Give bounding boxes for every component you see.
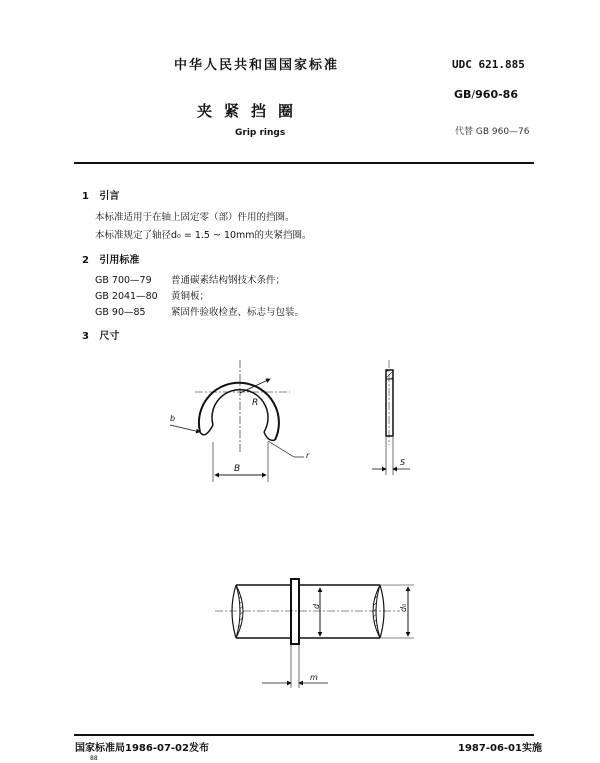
reference-code: GB 700—79 [95, 275, 152, 286]
page-title: 夹紧挡圈 [197, 102, 306, 120]
label-b: b [170, 414, 176, 423]
reference-code: GB 90—85 [95, 307, 146, 318]
label-S: S [400, 458, 406, 467]
udc-code: UDC 621.885 [452, 58, 525, 71]
label-B: B [234, 464, 241, 474]
section-3-title: 尺寸 [99, 331, 120, 342]
section-2-title: 引用标准 [99, 255, 140, 266]
gb-code-number: 960-86 [475, 88, 518, 101]
reference-text: 黄铜板； [171, 291, 210, 302]
title-english: Grip rings [235, 128, 286, 138]
gb-code-prefix: GB [454, 88, 472, 101]
section-1-number: 1 [82, 191, 89, 202]
reference-code: GB 2041—80 [95, 291, 158, 302]
label-d0: d₀ [399, 603, 408, 612]
section-2-number: 2 [82, 255, 89, 266]
label-R: R [252, 398, 259, 408]
issue-date: 国家标准局1986-07-02发布 [75, 743, 209, 754]
label-r: r [306, 451, 310, 460]
reference-text: 普通碳素结构钢技术条件； [171, 275, 286, 286]
shaft-assembly-view [215, 579, 414, 688]
section-1-title: 引言 [99, 191, 120, 202]
footer-divider [74, 734, 534, 736]
section-1-line-2: 本标准规定了轴径d₀ = 1.5 ~ 10mm的夹紧挡圈。 [95, 230, 312, 241]
section-3-number: 3 [82, 331, 89, 342]
label-m: m [310, 673, 318, 682]
reference-text: 紧固件验收检查、标志与包装。 [171, 307, 305, 318]
section-1-line-1: 本标准适用于在轴上固定零（部）件用的挡圈。 [95, 212, 295, 223]
gb-code: GB/960-86 [454, 88, 518, 101]
standard-org: 中华人民共和国国家标准 [174, 58, 340, 73]
implementation-date: 1987-06-01实施 [458, 743, 542, 754]
replaces-note: 代替 GB 960—76 [455, 127, 530, 137]
label-d: d [312, 603, 321, 609]
page-number: 88 [90, 755, 98, 762]
